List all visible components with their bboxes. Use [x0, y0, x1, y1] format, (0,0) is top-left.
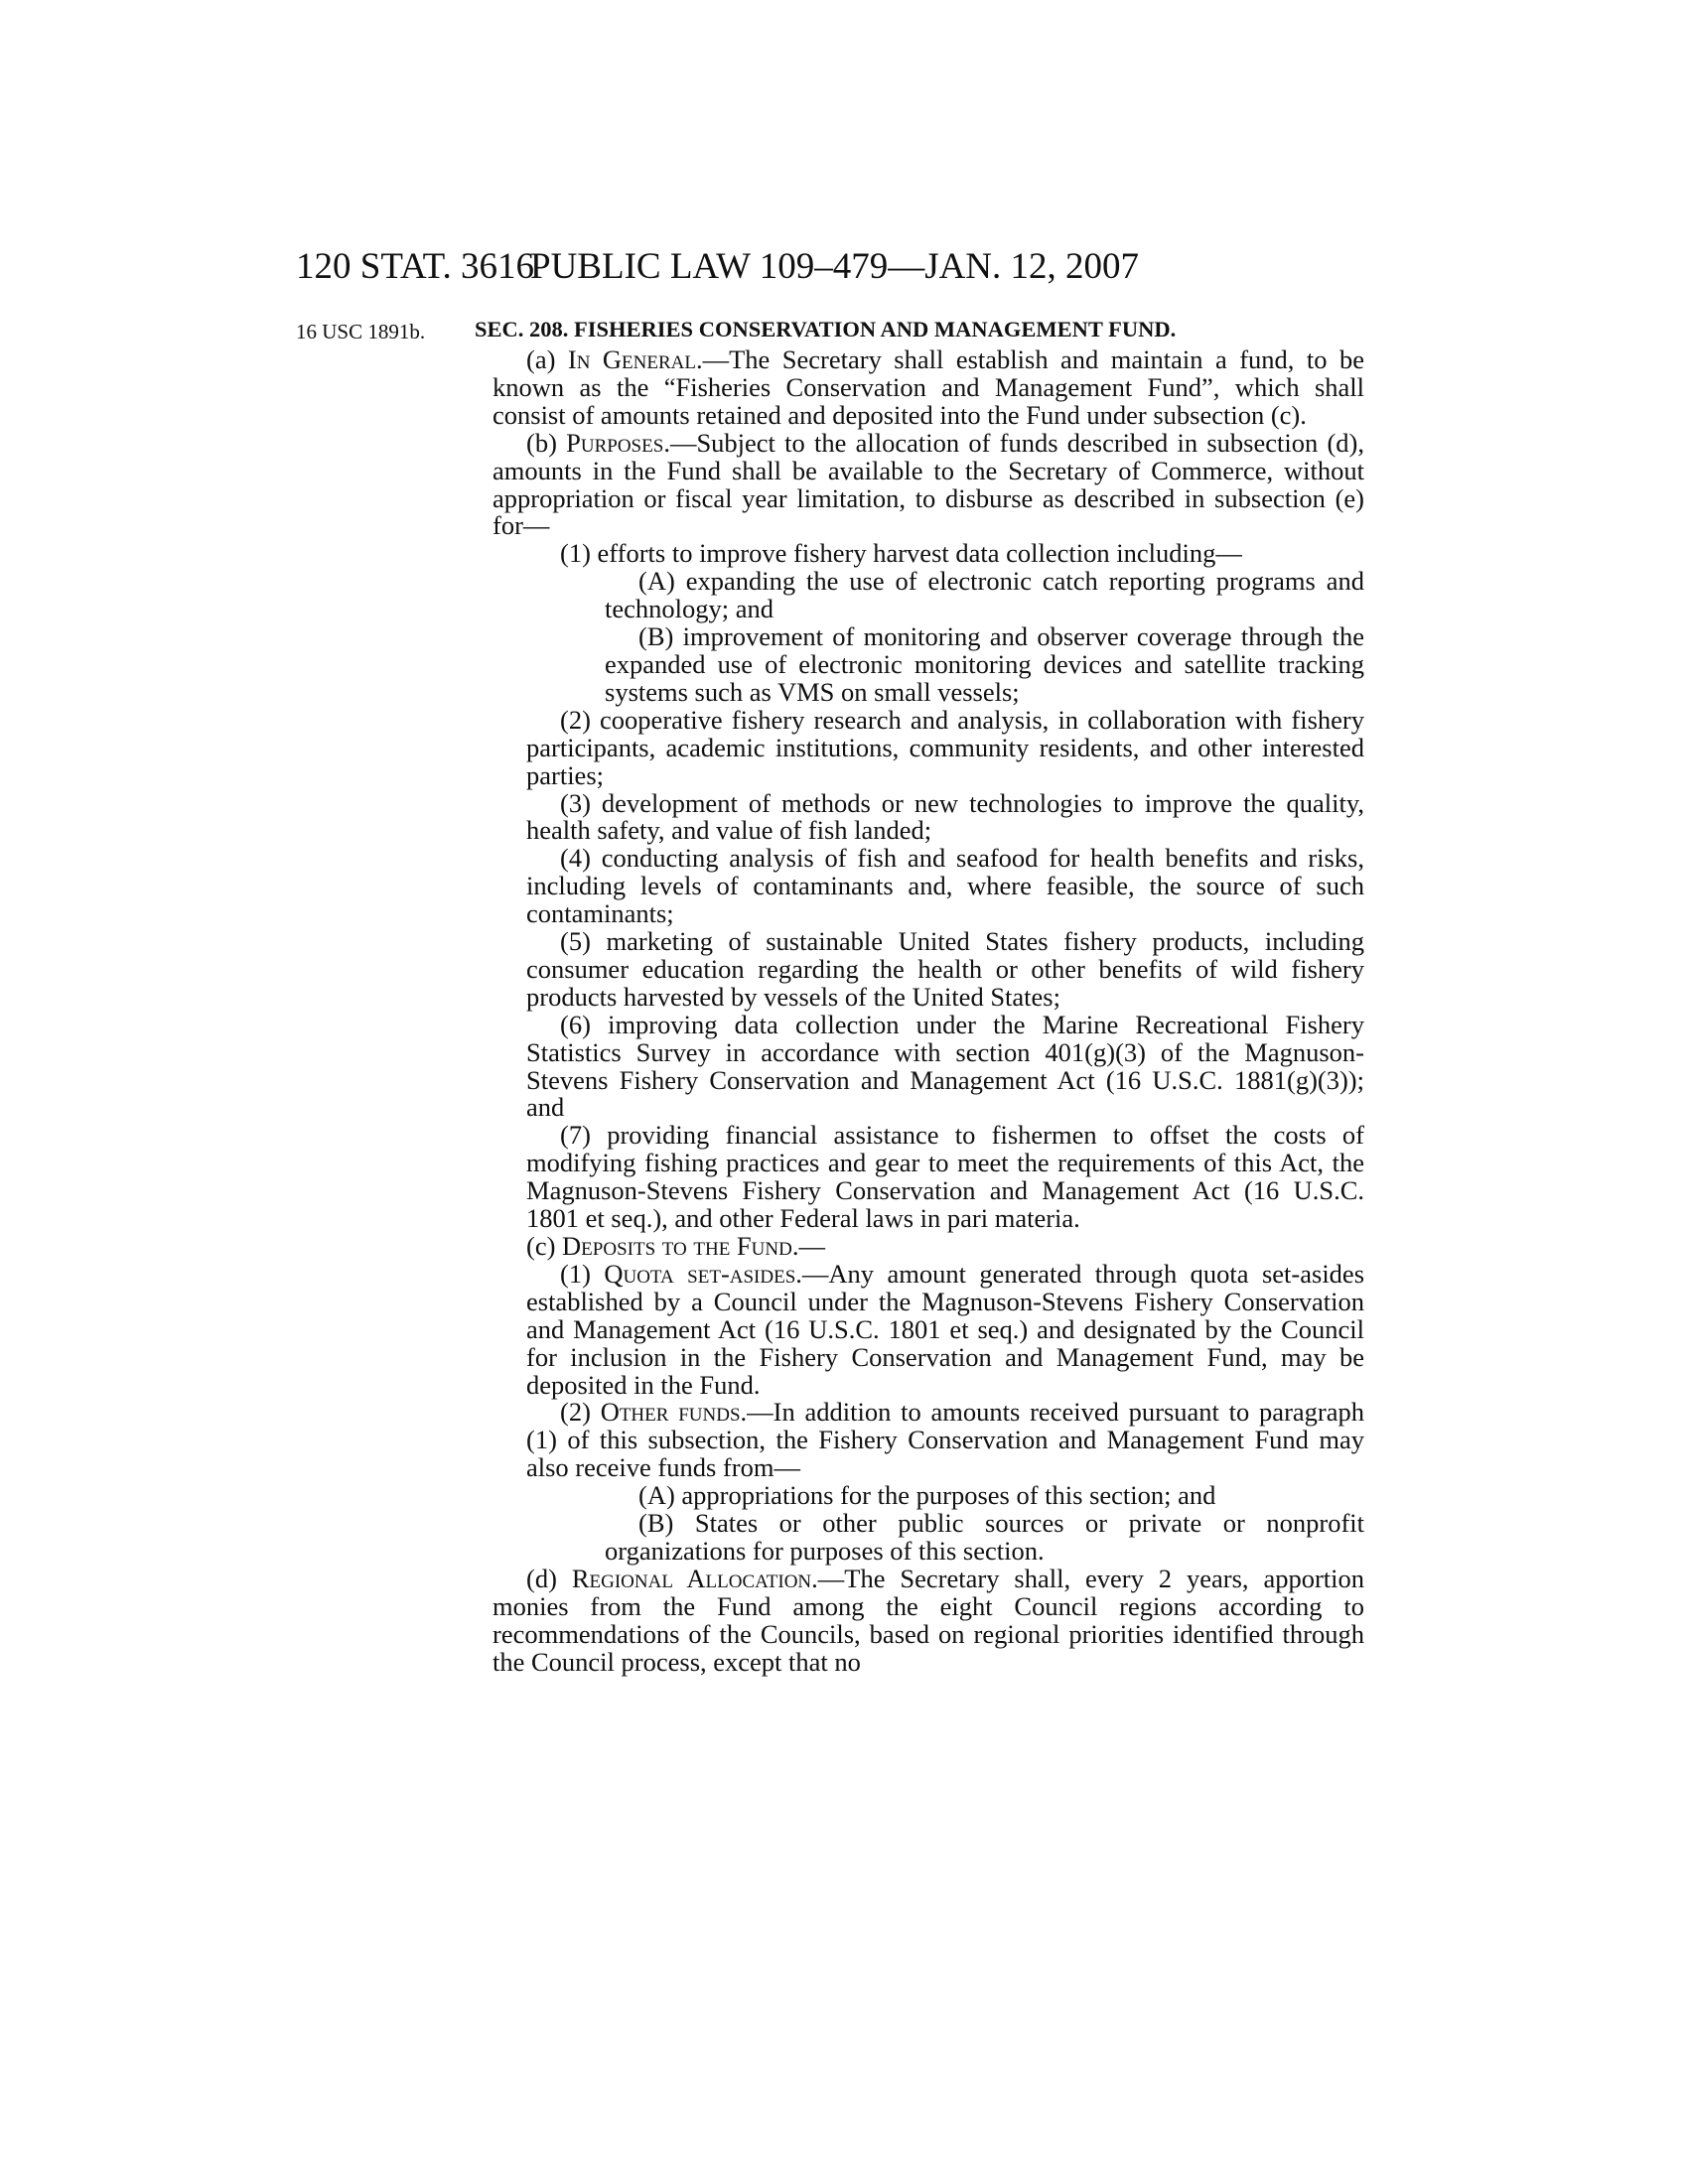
subsection-c: (c) Deposits to the Fund.—	[526, 1231, 825, 1261]
stat-page-number: 120 STAT. 3616	[296, 246, 534, 287]
subparagraph-c-2-a: (A) appropriations for the purposes of this section; and	[638, 1480, 1216, 1511]
subparagraph-b-1-b: (B) improvement of monitoring and observer coverage through the expanded use of electronic monitoring devices and satellite tracking systems such as VMS on small vessels;	[605, 621, 1364, 707]
paragraph-c-1: (1) Quota set-asides.—Any amount generated through quota set-asides established by a Council under the Magnuson-Stevens Fishery Conservation and Management Act (16 U.S.C. 1801 et seq.) and designated by the Council for inclusion in the Fishery Conservation and Management Fund, may be deposited in the Fund.	[526, 1258, 1365, 1400]
subparagraph-b-1-a: (A) expanding the use of electronic catch reporting programs and technology; and	[605, 566, 1364, 624]
section-heading: SEC. 208. FISHERIES CONSERVATION AND MANAGEMENT FUND.	[475, 317, 1177, 341]
paragraph-b-7: (7) providing financial assistance to fishermen to offset the costs of modifying fishing practices and gear to meet the requirements of this Act, the Magnuson-Stevens Fishery Conservation and Management Act (16 U.S.C. 1801 et seq.), and other Federal laws in pari materia.	[526, 1120, 1364, 1234]
paragraph-b-1: (1) efforts to improve fishery harvest data collection including—	[560, 538, 1242, 569]
public-law-title: PUBLIC LAW 109–479—JAN. 12, 2007	[530, 246, 1140, 287]
usc-marginal-note: 16 USC 1891b.	[296, 320, 426, 343]
paragraph-b-2: (2) cooperative fishery research and analysis, in collaboration with fishery participants, academic institutions, community residents, and other interested parties;	[526, 704, 1364, 790]
paragraph-b-6: (6) improving data collection under the Marine Recreational Fishery Statistics Survey in accordance with section 401(g)(3) of the Magnuson-Stevens Fishery Conservation and Management Act (16 U.S.C. 1881(g)(3)); and	[526, 1009, 1364, 1123]
subsection-b: (b) Purposes.—Subject to the allocation of funds described in subsection (d), amounts in the Fund shall be available to the Secretary of Commerce, without appropriation or fiscal year limitation, to disburse as described in subsection (e) for—	[492, 427, 1364, 541]
subsection-d: (d) Regional Allocation.—The Secretary shall, every 2 years, apportion monies from the Fund among the eight Council regions according to recommendations of the Councils, based on regional priorities identified through the Council process, except that no	[492, 1563, 1365, 1677]
paragraph-b-3: (3) development of methods or new technologies to improve the quality, health safety, and value of fish landed;	[526, 787, 1364, 846]
subparagraph-c-2-b: (B) States or other public sources or private or nonprofit organizations for purposes of this section.	[605, 1508, 1364, 1566]
section-body	[492, 346, 1364, 1677]
paragraph-b-4: (4) conducting analysis of fish and seafood for health benefits and risks, including levels of contaminants and, where feasible, the source of such contaminants;	[526, 843, 1364, 929]
paragraph-c-2: (2) Other funds.—In addition to amounts received pursuant to paragraph (1) of this subsection, the Fishery Conservation and Management Fund may also receive funds from—	[526, 1397, 1364, 1483]
page-header	[296, 242, 1289, 292]
subsection-a: (a) In General.—The Secretary shall establish and maintain a fund, to be known as the “Fisheries Conservation and Management Fund”, which shall consist of amounts retained and deposited into the Fund under subsection (c).	[492, 344, 1364, 430]
paragraph-b-5: (5) marketing of sustainable United States fishery products, including consumer education regarding the health or other benefits of wild fishery products harvested by vessels of the United States;	[526, 926, 1364, 1012]
